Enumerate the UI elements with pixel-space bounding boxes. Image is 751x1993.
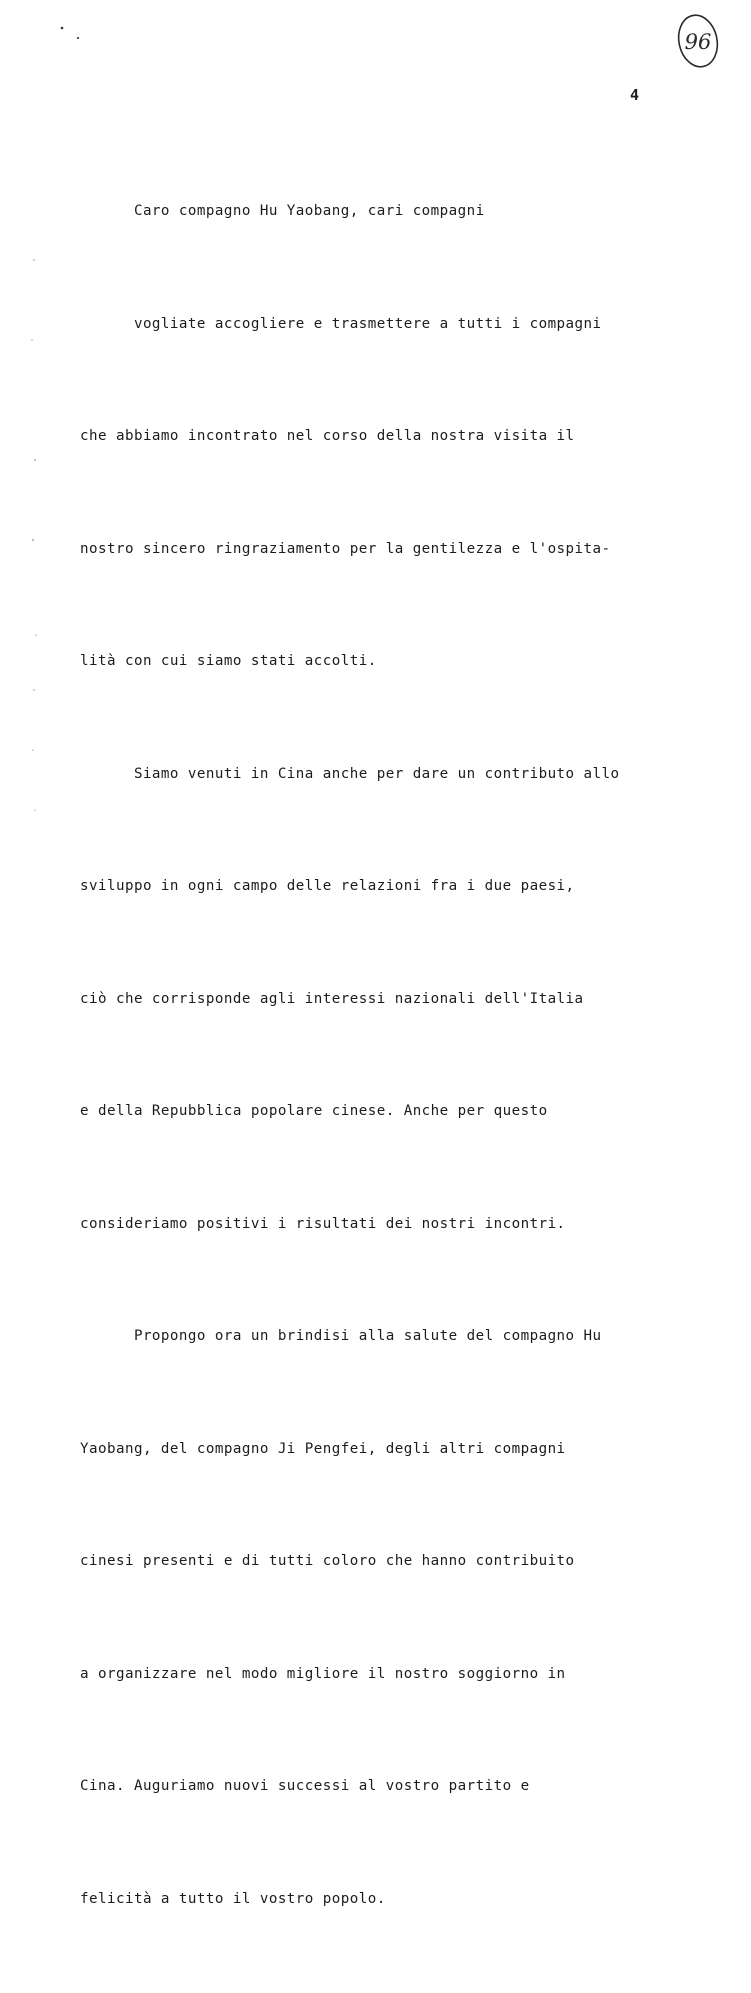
text-line: Cina. Auguriamo nuovi successi al vostro partito e: [80, 1778, 530, 1794]
text-line: vogliate accogliere e trasmettere a tutti i compagni: [80, 315, 602, 332]
margin-scan-marks: [24, 250, 44, 850]
text-line: nostro sincero ringraziamento per la gentilezza e l'ospita-: [80, 540, 611, 557]
letter-body: [80, 118, 640, 1993]
text-line: che abbiamo incontrato nel corso della nostra visita il: [80, 428, 575, 444]
text-line: cinesi presenti e di tutti coloro che hanno contribuito: [80, 1553, 575, 1569]
text-line: consideriamo positivi i risultati dei nostri incontri.: [80, 1215, 566, 1232]
text-line: Yaobang, del compagno Ji Pengfei, degli altri compagni: [80, 1440, 566, 1457]
handwritten-folio-number: [676, 12, 720, 70]
page-number: 4: [630, 86, 640, 104]
text-line: Caro compagno Hu Yaobang, cari compagni: [80, 203, 485, 219]
text-line: lità con cui siamo stati accolti.: [80, 653, 377, 669]
text-line: sviluppo in ogni campo delle relazioni fra i due paesi,: [80, 878, 575, 894]
folio-number-text: 96: [684, 30, 712, 54]
text-line: a organizzare nel modo migliore il nostro soggiorno in: [80, 1665, 566, 1682]
text-line: ciò che corrisponde agli interessi nazionali dell'Italia: [80, 990, 584, 1007]
text-line: e della Repubblica popolare cinese. Anche per questo: [80, 1103, 548, 1119]
text-line: Propongo ora un brindisi alla salute del compagno Hu: [80, 1328, 602, 1344]
text-line: Siamo venuti in Cina anche per dare un contributo allo: [80, 765, 620, 782]
text-line: felicità a tutto il vostro popolo.: [80, 1890, 386, 1907]
ink-specks: [58, 22, 88, 44]
